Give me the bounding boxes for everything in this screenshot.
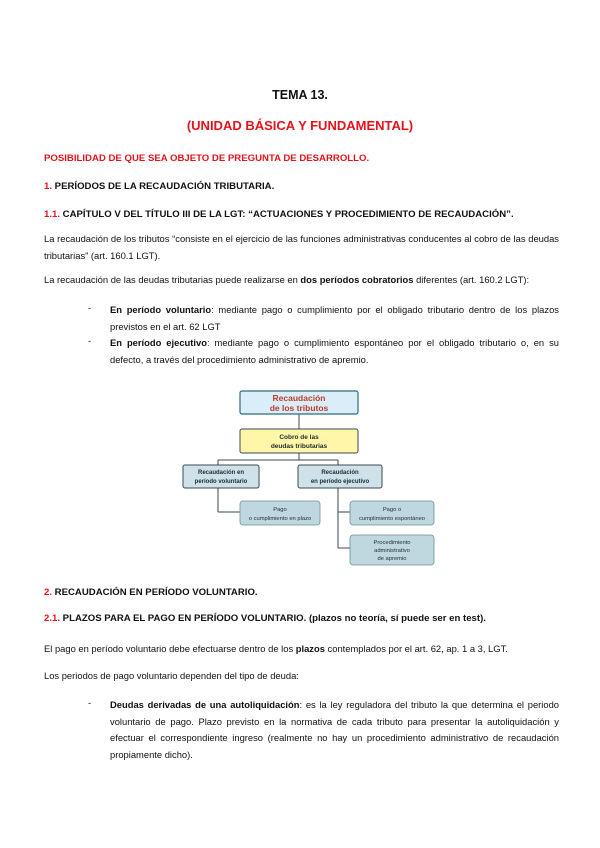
pago-plazo-label-1: Pago <box>273 507 287 513</box>
bullet-voluntary <box>110 302 559 335</box>
page-title: TEMA 13. <box>272 88 328 102</box>
section-2-number: 2. <box>44 587 53 598</box>
section-2-paragraph-1 <box>44 641 559 658</box>
voluntario-label-2: período voluntario <box>194 479 248 485</box>
cobro-label-1: Cobro de las <box>279 434 319 441</box>
s2p1-text-bold: plazos <box>295 643 325 654</box>
pago-espontaneo-label-2: cumplimiento espontáneo <box>358 516 426 522</box>
section-2-1-number: 2.1. <box>44 613 61 624</box>
bullet-dash: - <box>88 302 92 313</box>
section-1-paragraph-1: La recaudación de los tributos “consiste en el ejercicio de las funciones administrativas conducentes al cobro de las deudas tributarias” (art. 160.1 LGT). <box>44 233 559 261</box>
section-2-paragraph-2: Los periodos de pago voluntario dependen del tipo de deuda: <box>44 670 299 681</box>
section-1-heading <box>44 181 274 192</box>
section-1-1-heading <box>44 209 514 220</box>
section-2-1-heading <box>44 613 486 624</box>
exam-note: POSIBILIDAD DE QUE SEA OBJETO DE PREGUNTA DE DESARROLLO. <box>44 153 370 164</box>
p2-text-c: diferentes (art. 160.2 LGT): <box>413 274 530 285</box>
s2p1-text-c: contemplados por el art. 62, ap. 1 a 3, LGT. <box>324 643 508 654</box>
apremio-label-3: de apremio <box>377 556 407 562</box>
bullet-dash: - <box>88 335 92 346</box>
bullet-autoliquidacion-text: : es la ley reguladora del tributo la que determina el periodo voluntario de pago. Plazo previsto en la normativa de cada tributo para presentar la autoliquidación y efectuar el correspondiente ingreso (realmente no hay un procedimiento administrativo de recaudación propiamente dicho). <box>110 699 560 760</box>
ejecutivo-label-2: en período ejecutivo <box>310 479 370 485</box>
root-label-2: de los tributos <box>269 403 329 413</box>
root-label-1: Recaudación <box>272 393 326 403</box>
section-1-paragraph-2 <box>44 272 559 289</box>
section-1-title: PERÍODOS DE LA RECAUDACIÓN TRIBUTARIA. <box>52 181 275 192</box>
bullet-voluntary-text: : mediante pago o cumplimiento por el obligado tributario dentro de los plazos previstos en el art. 62 LGT <box>110 304 559 332</box>
pago-espontaneo-label-1: Pago o <box>382 507 402 513</box>
cobro-label-2: deudas tributarias <box>270 443 328 450</box>
section-1-1-title: CAPÍTULO V DEL TÍTULO III DE LA LGT: “ACTUACIONES Y PROCEDIMIENTO DE RECAUDACIÓN”. <box>60 209 514 220</box>
voluntario-label-1: Recaudación en <box>197 470 245 476</box>
section-2-1-note: (plazos no teoría, sí puede ser en test). <box>308 613 486 624</box>
page-subtitle: (UNIDAD BÁSICA Y FUNDAMENTAL) <box>186 118 414 133</box>
section-2-1-title: PLAZOS PARA EL PAGO EN PERÍODO VOLUNTARIO. <box>60 613 309 624</box>
recaudacion-diagram <box>178 385 440 570</box>
section-2-heading <box>44 587 258 598</box>
bullet-dash: - <box>88 697 92 708</box>
p2-text-bold: dos períodos cobratorios <box>300 274 414 285</box>
apremio-label-1: Procedimiento <box>373 540 411 546</box>
pago-plazo-label-2: o cumplimiento en plazo <box>248 516 312 522</box>
bullet-executive <box>110 335 559 368</box>
p2-text-a: La recaudación de las deudas tributarias puede realizarse en <box>44 274 301 285</box>
ejecutivo-label-1: Recaudación <box>321 470 359 476</box>
bullet-voluntary-term: En período voluntario <box>110 304 212 315</box>
bullet-executive-term: En período ejecutivo <box>110 337 207 348</box>
s2p1-text-a: El pago en período voluntario debe efectuarse dentro de los <box>44 643 296 654</box>
bullet-executive-text: : mediante pago o cumplimiento espontáneo por el obligado tributario o, en su defecto, a través del procedimiento administrativo de apremio. <box>110 337 559 365</box>
section-1-1-number: 1.1. <box>44 209 61 220</box>
bullet-autoliquidacion-term: Deudas derivadas de una autoliquidación <box>110 699 300 710</box>
section-2-title: RECAUDACIÓN EN PERÍODO VOLUNTARIO. <box>52 587 258 598</box>
section-1-number: 1. <box>44 181 53 192</box>
apremio-label-2: administrativo <box>374 548 410 554</box>
bullet-autoliquidacion <box>110 697 559 763</box>
